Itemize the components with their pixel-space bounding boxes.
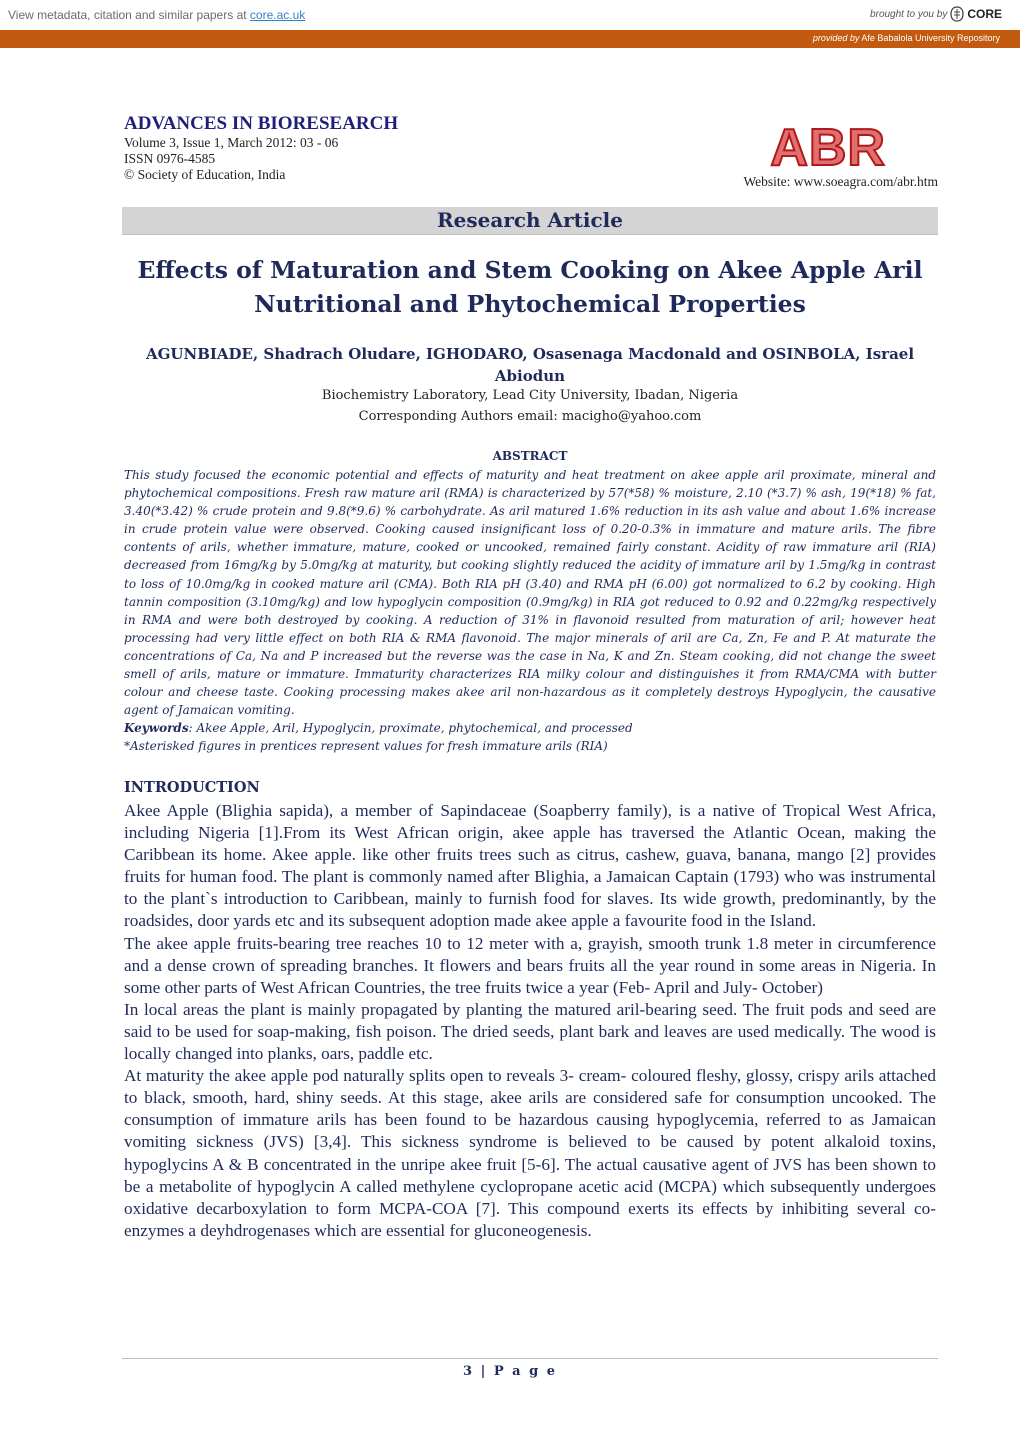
- affiliation: Biochemistry Laboratory, Lead City University, Ibadan, Nigeria: [321, 388, 739, 403]
- affiliation-block: [124, 385, 936, 427]
- abstract-text: This study focused the economic potential and effects of maturity and heat treatment on akee apple aril proximate, mineral and phytochemical compositions. Fresh raw mature aril (RMA) is characterized by 57(*58) % moisture, 2.10 (*3.7) % ash, 19(*18) % fat, 3.40(*3.42) % crude protein and 9.8(*9.6) % carbohydrate. As aril matured 1.6% reduction in its ash value and about 1.6% increase in crude protein value were observed. Cooking caused insignificant loss of 0.20-0.3% in immature and mature arils. The fibre contents of arils, whether immature, mature, cooked or uncooked, remained fairly constant. Acidity of raw immature aril (RIA) decreased from 16mg/kg by 5.0mg/kg at maturity, but cooking slightly reduced the acidity of immature aril by 1.5mg/kg in contrast to loss of 10.0mg/kg in cooked mature aril (CMA). Both RIA pH (3.40) and RMA pH (6.00) got normalized to 6.2 by cooking. High tannin composition (3.10mg/kg) and low hypoglycin composition (0.9mg/kg) in RIA got reduced to 0.92 and 0.22mg/kg respectively in RMA and were both destroyed by cooking. A reduction of 31% in flavonoid resulted from maturation of aril; however heat processing had very little effect on both RIA & RMA flavonoid. The major minerals of aril are Ca, Zn, Fe and P. At maturate the concentrations of Ca, Na and P increased but the reverse was the case in Na, K and Zn. Steam cooking, did not change the sweet smell of arils, mature or immature. Immaturity characterizes RIA milky colour and distinguishes it from RMA/CMA with butter colour and cheese taste. Cooking processing makes akee aril non-hazardous as it completely destroys Hypoglycin, the causative agent of Jamaican vomiting.: [124, 468, 936, 718]
- core-provider-bar: [0, 30, 1020, 48]
- core-view-metadata: [8, 8, 305, 22]
- abstract-heading: ABSTRACT: [492, 449, 568, 463]
- intro-heading: INTRODUCTION: [124, 779, 260, 796]
- section-bar: [122, 207, 938, 235]
- core-link[interactable]: core.ac.uk: [249, 8, 306, 22]
- section-label: Research Article: [437, 208, 623, 232]
- paper-title: Effects of Maturation and Stem Cooking on Akee Apple Aril Nutritional and Phytochemical Properties: [137, 256, 923, 318]
- core-view-prefix: View metadata, citation and similar papers at: [8, 8, 250, 22]
- core-provided-by: provided by: [812, 33, 860, 43]
- authors: AGUNBIADE, Shadrach Oludare, IGHODARO, Osasenaga Macdonald and OSINBOLA, Israel Abiodun: [145, 345, 915, 385]
- core-brought-text: brought to you by: [870, 8, 948, 20]
- intro-paragraph: The akee apple fruits-bearing tree reaches 10 to 12 meter with a, grayish, smooth trunk 1.8 meter in circumference and a dense crown of spreading branches. It flowers and bears fruits all the year round in some areas in Nigeria. In some other parts of West African Countries, the tree fruits twice a year (Feb- April and July- October): [124, 933, 936, 997]
- core-provider-text[interactable]: [813, 33, 1000, 43]
- journal-header: [124, 113, 938, 189]
- core-brand[interactable]: [870, 6, 1002, 22]
- keywords-list: : Akee Apple, Aril, Hypoglycin, proximate, phytochemical, and processed: [188, 721, 633, 735]
- journal-volume: Volume 3, Issue 1, March 2012: 03 - 06: [124, 135, 339, 150]
- footer-rule: [122, 1358, 938, 1359]
- corresponding-email: Corresponding Authors email: macigho@yahoo.com: [358, 409, 702, 424]
- keywords-label: Keywords: [124, 721, 189, 735]
- journal-society: © Society of Education, India: [124, 167, 286, 182]
- intro-paragraph: In local areas the plant is mainly propagated by planting the matured aril-bearing seed. The fruit pods and seed are said to be used for soap-making, fish poison. The dried seeds, plant bark and leaves are used medically. The wood is locally changed into planks, oars, paddle etc.: [124, 999, 936, 1064]
- journal-name: ADVANCES IN BIORESEARCH: [124, 113, 399, 134]
- core-logo-icon: [950, 6, 964, 22]
- page-number: 3 | P a g e: [463, 1364, 557, 1379]
- core-repository: Afe Babalola University Repository: [861, 33, 1000, 43]
- core-name: CORE: [967, 7, 1002, 21]
- core-banner: [0, 0, 1020, 30]
- asterisk-note: *Asterisked figures in prentices represent values for fresh immature arils (RIA): [124, 739, 608, 753]
- intro-paragraph: At maturity the akee apple pod naturally splits open to reveals 3- cream- coloured fleshy, glossy, crispy arils attached to black, smooth, hard, shiny seeds. At this stage, akee arils are considered safe for consumption uncooked. The consumption of immature arils has been found to be hazardous causing hypoglycemia, referred to as Jamaican vomiting sickness (JVS) [3,4]. This sickness syndrome is believed to be caused by potent alkaloid toxins, hypoglycins A & B concentrated in the unripe akee fruit [5-6]. The actual causative agent of JVS has been shown to be a metabolite of hypoglycin A called methylene cyclopropane acetic acid (MCPA) which subsequently undergoes oxidative decarboxylation to form MCPA-COA [7]. This compound exerts its effects by inhibiting several co-enzymes a deyhdrogenases which are essential for gluconeogenesis.: [124, 1066, 936, 1240]
- journal-website: Website: www.soeagra.com/abr.htm: [743, 174, 938, 189]
- intro-body: [124, 800, 936, 1242]
- keywords: [124, 719, 936, 737]
- intro-paragraph: Akee Apple (Blighia sapida), a member of Sapindaceae (Soapberry family), is a native of Tropical West Africa, including Nigeria [1].From its West African origin, akee apple has traversed the Atlantic Ocean, making the Caribbean its home. Akee apple. like other fruits trees such as citrus, cashew, guava, banana, mango [2] provides fruits for human food. The plant is commonly named after Blighia, a Jamaican Captain (1793) who was instrumental to the plant`s introduction to Caribbean, mainly to furnish food for slaves. Its wide growth, predominantly, by the roadsides, door yards etc and its subsequent adoption made akee apple a favourite food in the Island.: [124, 801, 936, 931]
- abr-logo: ABR: [770, 119, 886, 177]
- journal-issn: ISSN 0976-4585: [124, 151, 216, 166]
